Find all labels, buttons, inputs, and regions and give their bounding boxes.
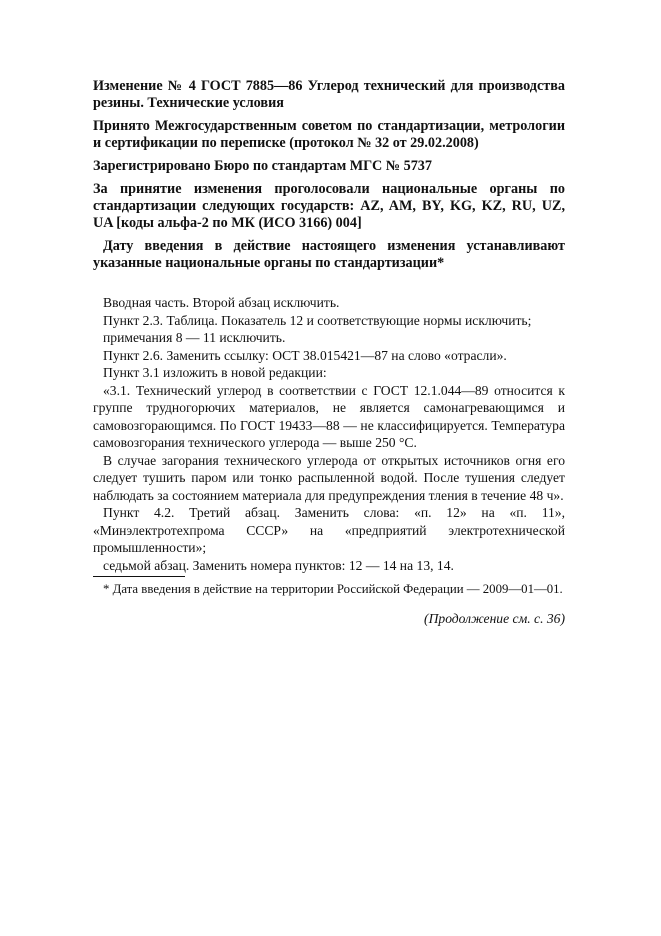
continuation-note: (Продолжение см. с. 36)	[424, 611, 565, 626]
body-paragraph: Пункт 2.6. Заменить ссылку: ОСТ 38.015421—87 на слово «отрасли».	[103, 347, 507, 363]
amendment-title: Изменение № 4 ГОСТ 7885—86 Углерод технический для производства резины. Технические условия	[93, 78, 565, 111]
body-paragraph: примечания 8 — 11 исключить.	[103, 330, 286, 345]
body-paragraph: Пункт 2.3. Таблица. Показатель 12 и соответствующие нормы исключить;	[103, 312, 532, 328]
amendment-body	[93, 294, 565, 574]
footnote-divider	[93, 576, 185, 577]
body-paragraph: Пункт 4.2. Третий абзац. Заменить слова: «п. 12» на «п. 11», «Минэлектротехпрома СССР» на «предприятий электротехнической промышленности»;	[93, 505, 565, 555]
body-paragraph: «3.1. Технический углерод в соответствии с ГОСТ 12.1.044—89 относится к группе трудногорючих материалов, не является самонагревающимся и самовозгорающимся. По ГОСТ 19433—88 — не классифицируется. Температура самовозгорания технического углерода — выше 250 °С.	[93, 382, 565, 450]
adoption-note: Принято Межгосударственным советом по стандартизации, метрологии и сертификации по переписке (протокол № 32 от 29.02.2008)	[93, 118, 565, 151]
body-paragraph: Вводная часть. Второй абзац исключить.	[103, 295, 340, 310]
body-paragraph: Пункт 3.1 изложить в новой редакции:	[103, 365, 327, 380]
footnote: * Дата введения в действие на территории Российской Федерации — 2009—01—01.	[103, 582, 563, 596]
body-paragraph: В случае загорания технического углерода от открытых источников огня его следует тушить паром или тонко распыленной водой. После тушения следует наблюдать за состоянием материала для предупреждения тления в течение 48 ч».	[93, 452, 565, 503]
document-content	[93, 78, 565, 574]
voting-note: За принятие изменения проголосовали национальные органы по стандартизации следующих государств: AZ, AM, BY, KG, KZ, RU, UZ, UA [коды альфа-2 по МК (ИСО 3166) 004]	[93, 181, 565, 231]
body-paragraph: седьмой абзац. Заменить номера пунктов: 12 — 14 на 13, 14.	[103, 557, 454, 573]
effective-date-note: Дату введения в действие настоящего изменения устанавливают указанные национальные органы по стандартизации*	[93, 238, 565, 271]
registration-note: Зарегистрировано Бюро по стандартам МГС № 5737	[93, 158, 432, 174]
